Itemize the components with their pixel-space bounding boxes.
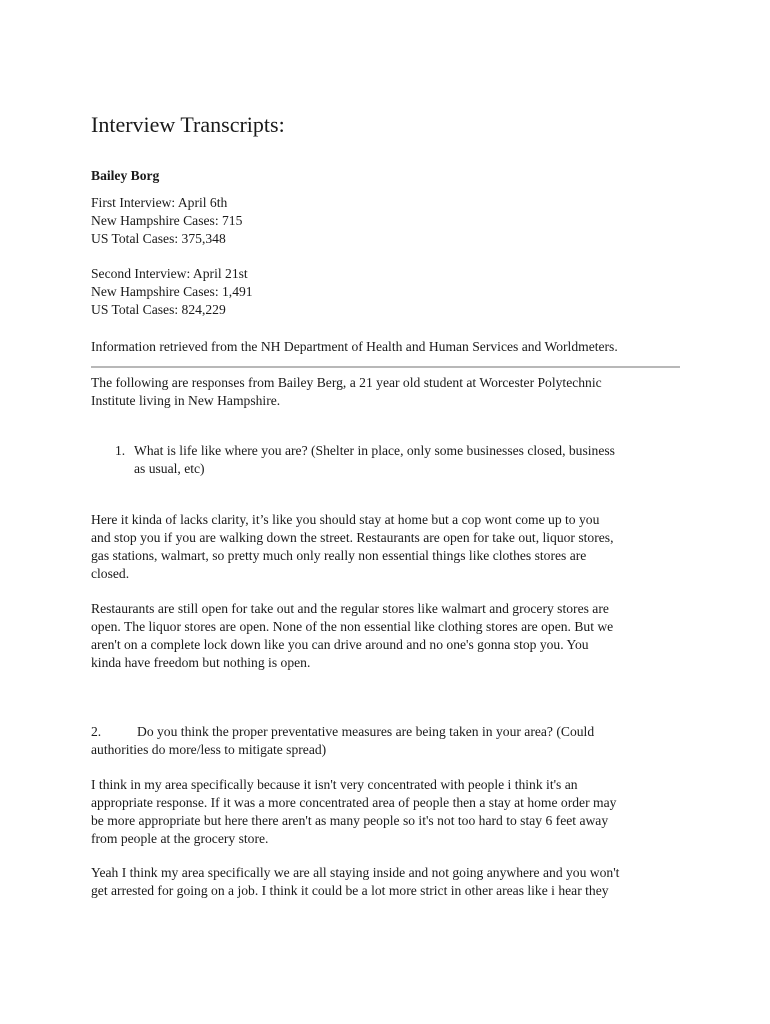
horizontal-divider xyxy=(91,366,680,368)
source-note-text: Information retrieved from the NH Department of Health and Human Services and Worldmeters. xyxy=(91,339,618,354)
answer-line: Here it kinda of lacks clarity, it’s like you should stay at home but a cop wont come up to you xyxy=(91,512,600,527)
second-interview-us-cases: US Total Cases: 824,229 xyxy=(91,302,226,317)
answer-line: from people at the grocery store. xyxy=(91,831,269,846)
intro-paragraph xyxy=(91,374,681,410)
answer-line: gas stations, walmart, so pretty much only really non essential things like clothes stores are xyxy=(91,548,587,563)
answer-1-paragraph-1 xyxy=(91,511,681,583)
first-interview-us-cases: US Total Cases: 375,348 xyxy=(91,231,226,246)
second-interview-date: Second Interview: April 21st xyxy=(91,266,248,281)
answer-line: and stop you if you are walking down the street. Restaurants are open for take out, liquor stores, xyxy=(91,530,614,545)
answer-line: aren't on a complete lock down like you can drive around and no one's gonna stop you. You xyxy=(91,637,589,652)
answer-line: get arrested for going on a job. I think it could be a lot more strict in other areas like i hear they xyxy=(91,883,609,898)
first-interview-date: First Interview: April 6th xyxy=(91,195,228,210)
question-2 xyxy=(91,723,681,759)
first-interview-nh-cases: New Hampshire Cases: 715 xyxy=(91,213,243,228)
source-note xyxy=(91,338,618,356)
second-interview-nh-cases: New Hampshire Cases: 1,491 xyxy=(91,284,253,299)
question-2-text: Do you think the proper preventative measures are being taken in your area? (Could xyxy=(137,724,595,739)
answer-line: be more appropriate but here there aren't as many people so it's not too hard to stay 6 feet away xyxy=(91,813,609,828)
answer-line: Restaurants are still open for take out and the regular stores like walmart and grocery stores are xyxy=(91,601,609,616)
answer-line: open. The liquor stores are open. None of the non essential like clothing stores are open. But we xyxy=(91,619,614,634)
interviewee-name: Bailey Borg xyxy=(91,168,160,183)
question-2-line: authorities do more/less to mitigate spread) xyxy=(91,742,327,757)
intro-line: The following are responses from Bailey Berg, a 21 year old student at Worcester Polytechnic xyxy=(91,375,602,390)
intro-line: Institute living in New Hampshire. xyxy=(91,393,281,408)
answer-1-paragraph-2 xyxy=(91,600,681,672)
second-interview-info xyxy=(91,265,253,319)
question-2-number: 2. xyxy=(91,724,102,739)
answer-2-paragraph-1 xyxy=(91,776,681,848)
question-1-line: as usual, etc) xyxy=(134,461,205,476)
question-1-line: What is life like where you are? (Shelter in place, only some businesses closed, business xyxy=(134,443,615,458)
question-1-text xyxy=(134,442,675,478)
answer-line: appropriate response. If it was a more concentrated area of people then a stay at home order may xyxy=(91,795,617,810)
question-1-number: 1. xyxy=(115,443,126,458)
answer-line: I think in my area specifically because it isn't very concentrated with people i think it's an xyxy=(91,777,578,792)
answer-2-paragraph-2 xyxy=(91,864,681,900)
document-title: Interview Transcripts: xyxy=(91,112,285,137)
question-1 xyxy=(115,442,675,478)
question-2-line xyxy=(91,723,681,741)
answer-line: closed. xyxy=(91,566,130,581)
answer-line: kinda have freedom but nothing is open. xyxy=(91,655,311,670)
first-interview-info xyxy=(91,194,242,248)
answer-line: Yeah I think my area specifically we are all staying inside and not going anywhere and you won't xyxy=(91,865,620,880)
